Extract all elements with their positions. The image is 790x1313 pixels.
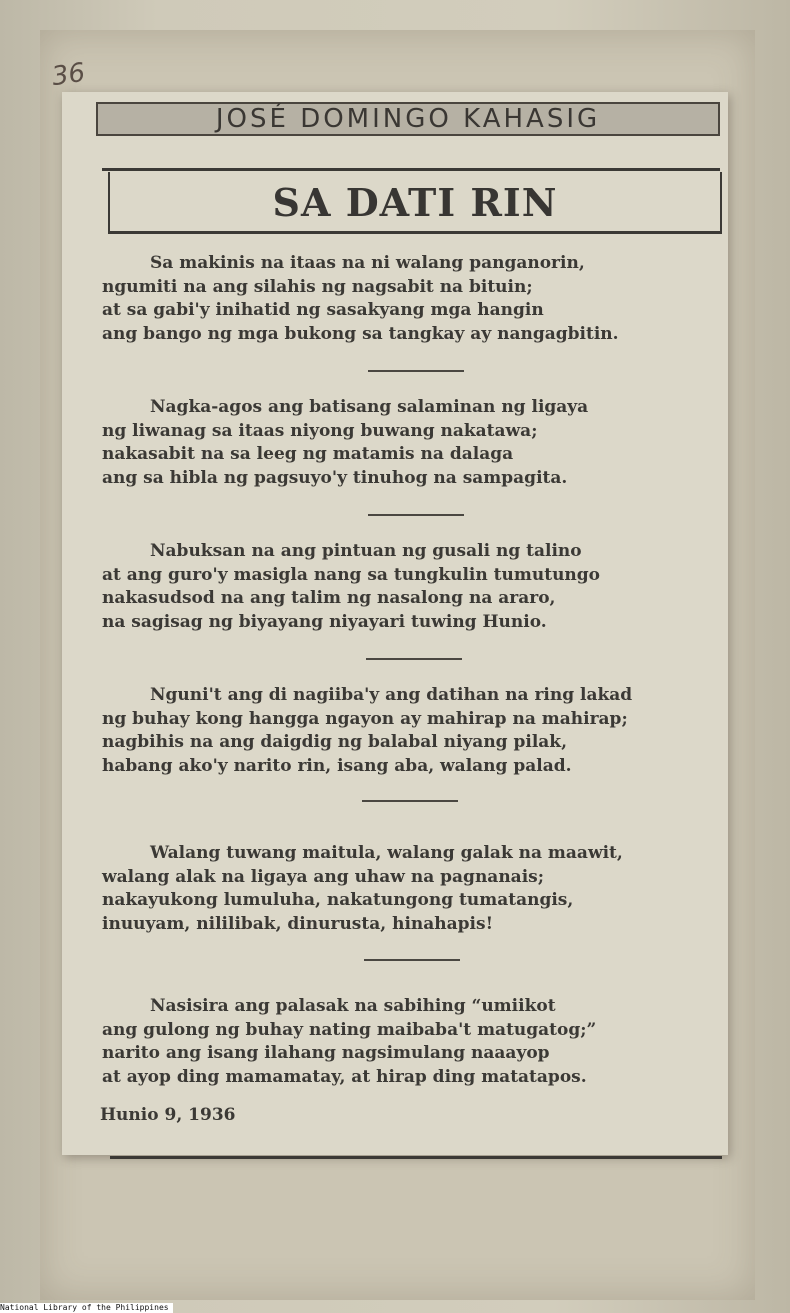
poem-line: narito ang isang ilahang nagsimulang naaayop [102, 1043, 550, 1063]
poem-line: ang bango ng mga bukong sa tangkay ay nangagbitin. [102, 323, 619, 344]
stanza [102, 396, 712, 490]
poem-line: ng liwanag sa itaas niyong buwang nakatawa; [102, 420, 538, 441]
poem-line: nagbihis na ang daigdig ng balabal niyang pilak, [102, 732, 567, 752]
poem-line: walang alak na ligaya ang uhaw na pagnanais; [102, 866, 544, 887]
poem-line: nakasudsod na ang talim ng nasalong na araro, [102, 588, 556, 608]
title-box [108, 172, 722, 234]
stanza [102, 842, 712, 936]
poem-line: Walang tuwang maitula, walang galak na maawit, [150, 843, 623, 863]
footer-credit: National Library of the Philippines [0, 1303, 173, 1313]
stanza-separator [364, 959, 460, 961]
poem-line: ng buhay kong hangga ngayon ay mahirap na mahirap; [102, 708, 628, 729]
stanza-separator [362, 800, 458, 802]
stanza-separator [366, 658, 462, 660]
poem-line: na sagisag ng biyayang niyayari tuwing Hunio. [102, 611, 547, 632]
poem-line: Nguni't ang di nagiiba'y ang datihan na ring lakad [150, 685, 633, 705]
poem-line: habang ako'y narito rin, isang aba, walang palad. [102, 755, 572, 776]
poem-line: ang gulong ng buhay nating maibaba't matugatog;” [102, 1019, 597, 1040]
poem-line: Nasisira ang palasak na sabihing “umiikot [150, 996, 556, 1016]
poem-line: nakayukong lumuluha, nakatungong tumatangis, [102, 890, 574, 910]
bottom-rule [110, 1156, 722, 1159]
poem-line: at sa gabi'y inihatid ng sasakyang mga hangin [102, 300, 544, 320]
poem-line: ngumiti na ang silahis ng nagsabit na bituin; [102, 276, 533, 297]
author-banner: JOSÉ DOMINGO KAHASIG [96, 102, 720, 136]
stanza [102, 540, 712, 634]
stanza [102, 995, 712, 1089]
poem-line: Nabuksan na ang pintuan ng gusali ng talino [150, 541, 582, 561]
poem-line: Nagka-agos ang batisang salaminan ng ligaya [150, 397, 589, 417]
poem-title: SA DATI RIN [272, 180, 558, 225]
poem-line: ang sa hibla ng pagsuyo'y tinuhog na sampagita. [102, 467, 568, 488]
poem-line: Sa makinis na itaas na ni walang panganorin, [150, 253, 585, 273]
stanza-separator [368, 514, 464, 516]
poem-line: at ayop ding mamamatay, at hirap ding matatapos. [102, 1066, 587, 1087]
newspaper-clipping [62, 92, 728, 1155]
poem-line: at ang guro'y masigla nang sa tungkulin tumutungo [102, 564, 601, 585]
stanza-separator [368, 370, 464, 372]
stanza [102, 252, 712, 346]
top-rule [102, 168, 720, 171]
poem-date: Hunio 9, 1936 [100, 1105, 236, 1125]
stanza [102, 684, 712, 778]
poem-line: inuuyam, nililibak, dinurusta, hinahapis! [102, 913, 494, 934]
handwritten-page-number: 36 [50, 57, 88, 93]
poem-line: nakasabit na sa leeg ng matamis na dalaga [102, 444, 514, 464]
